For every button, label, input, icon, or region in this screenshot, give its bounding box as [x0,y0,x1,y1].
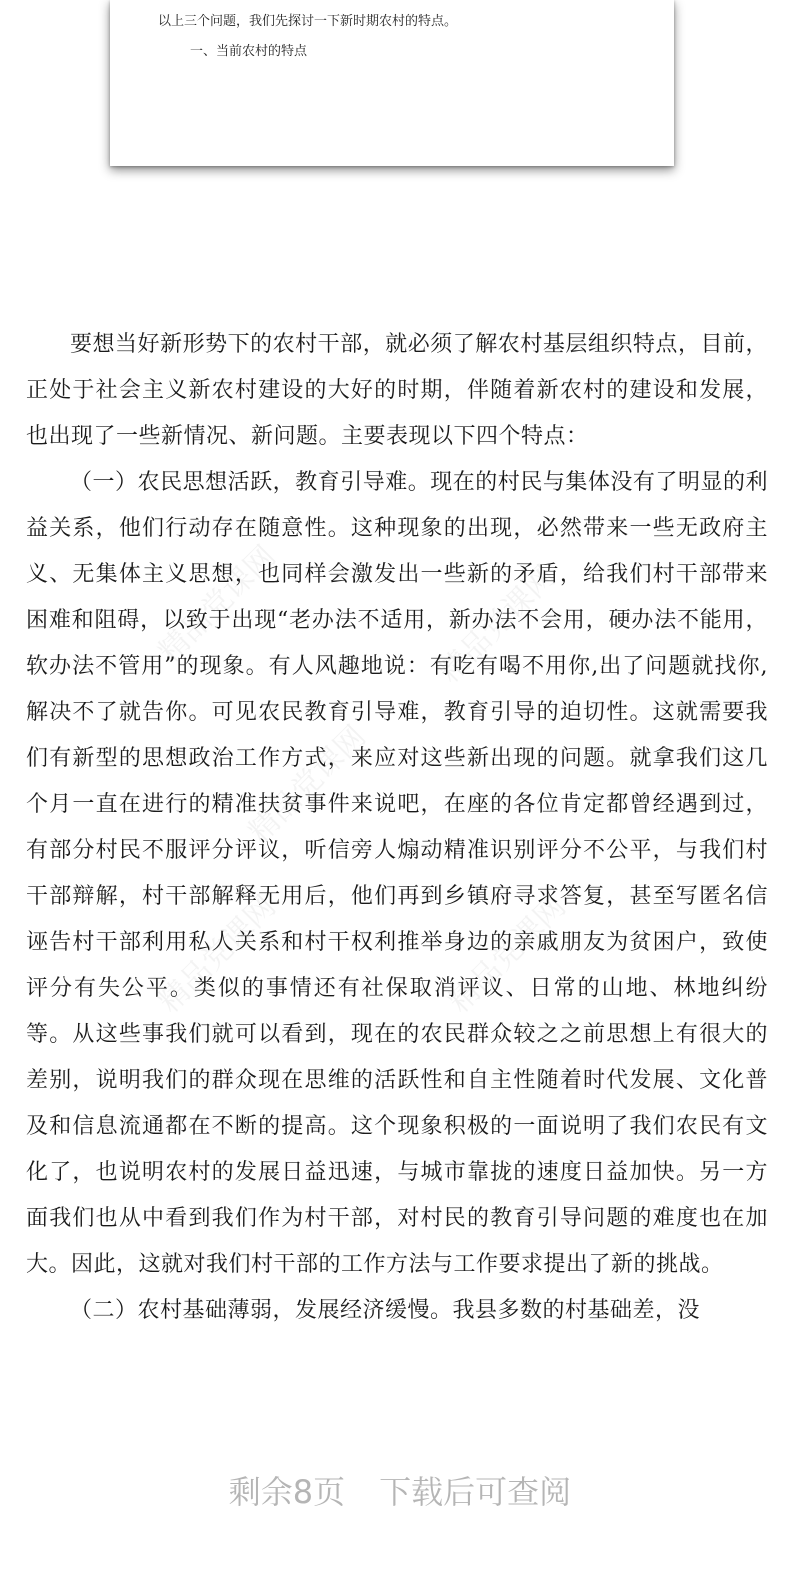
previous-page-preview [110,0,674,166]
document-body [26,322,768,1334]
remaining-pages-label: 剩余8页 [228,1473,346,1511]
download-prompt-button[interactable] [0,1455,800,1525]
watermark: 精品党课网 [242,719,373,850]
watermark: 精品党课网 [432,559,563,690]
watermark: 精品党课网 [152,889,283,1020]
watermark: 精品党课网 [442,889,573,1020]
download-to-view-label: 下载后可查阅 [379,1473,572,1511]
paragraph-section-2: （二）农村基础薄弱，发展经济缓慢。我县多数的村基础差，没 [70,1298,701,1323]
paragraph-intro: 要想当好新形势下的农村干部，就必须了解农村基层组织特点，目前，正处于社会主义新农村建设的大好的时期，伴随着新农村的建设和发展，也出现了一些新情况、新问题。主要表现以下四个特点： [26,332,768,449]
preview-line-2: 一、当前农村的特点 [190,44,308,59]
preview-line-1: 以上三个问题，我们先探讨一下新时期农村的特点。 [158,14,458,29]
watermark: 精品党课网 [152,539,283,670]
paragraph-section-1: （一）农民思想活跃，教育引导难。现在的村民与集体没有了明显的利益关系，他们行动存在随意性。这种现象的出现，必然带来一些无政府主义、无集体主义思想，也同样会激发出一些新的矛盾，给我们村干部带来困难和阻碍，以致于出现“老办法不适用，新办法不会用，硬办法不能用，软办法不管用”的现象。有人风趣地说：有吃有喝不用你,出了问题就找你,解决不了就告你。可见农民教育引导难，教育引导的迫切性。这就需要我们有新型的思想政治工作方式，来应对这些新出现的问题。就拿我们这几个月一直在进行的精准扶贫事件来说吧，在座的各位肯定都曾经遇到过，有部分村民不服评分评议，听信旁人煽动精准识别评分不公平，与我们村干部辩解，村干部解释无用后，他们再到乡镇府寻求答复，甚至写匿名信诬告村干部利用私人关系和村干权利推举身边的亲戚朋友为贫困户，致使评分有失公平。类似的事情还有社保取消评议、日常的山地、林地纠纷等。从这些事我们就可以看到，现在的农民群众较之之前思想上有很大的差别，说明我们的群众现在思维的活跃性和自主性随着时代发展、文化普及和信息流通都在不断的提高。这个现象积极的一面说明了我们农民有文化了，也说明农村的发展日益迅速，与城市靠拢的速度日益加快。另一方面我们也从中看到我们作为村干部，对村民的教育引导问题的难度也在加大。因此，这就对我们村干部的工作方法与工作要求提出了新的挑战。 [26,470,768,1277]
